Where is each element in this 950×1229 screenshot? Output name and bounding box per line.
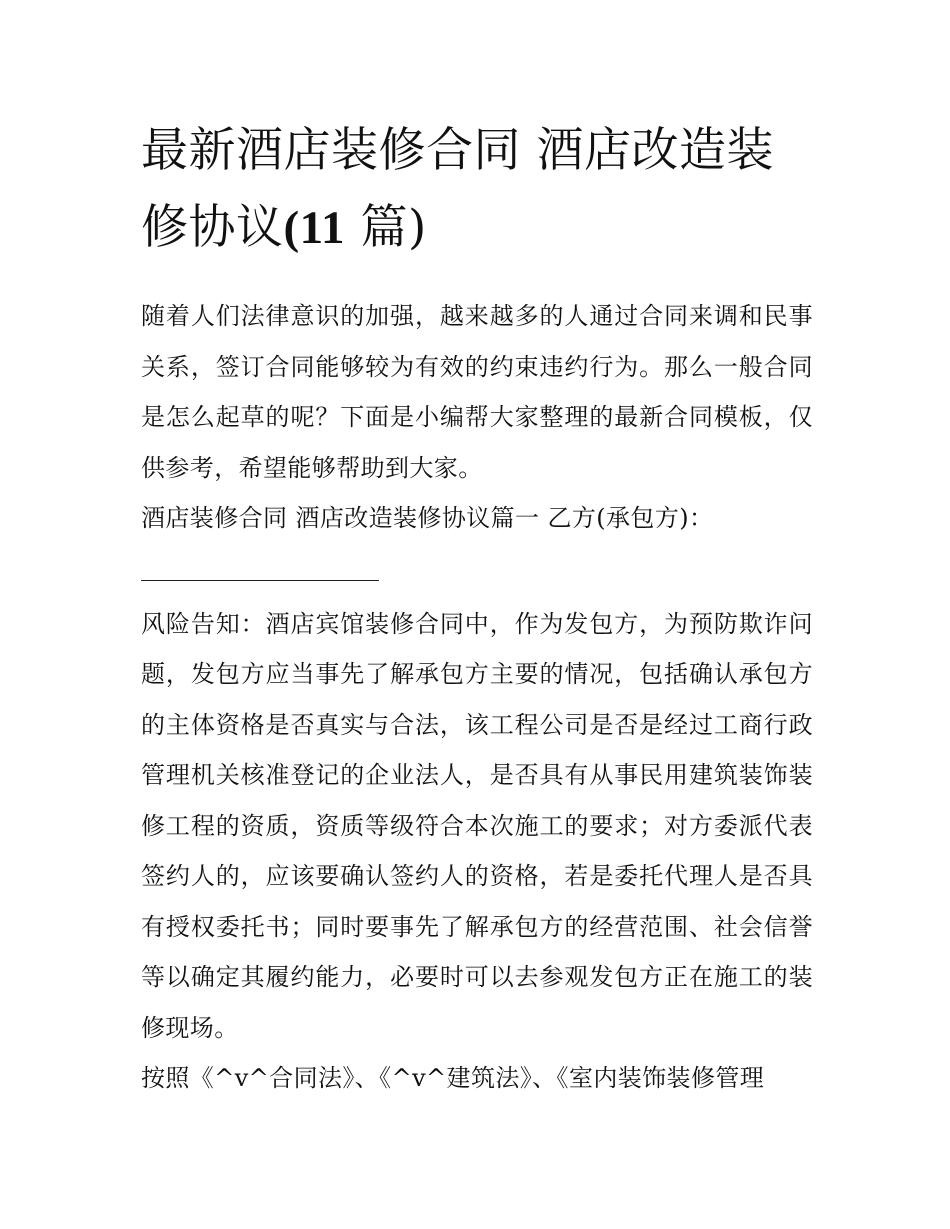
title-suffix: 篇) [345, 200, 427, 255]
document-page [141, 112, 813, 1104]
document-title [141, 112, 813, 267]
law-reference-line: 按照《^v^合同法》、《^v^建筑法》、《室内装饰装修管理 [141, 1064, 765, 1092]
intro-paragraph: 随着人们法律意识的加强，越来越多的人通过合同来调和民事关系，签订合同能够较为有效的约束违约行为。那么一般合同是怎么起草的呢？下面是小编帮大家整理的最新合同模板，仅供参考，希望能够帮助到大家。 [141, 302, 813, 482]
fill-in-blank-line [141, 544, 379, 581]
title-text: 最新酒店装修合同 酒店改造装修协议 [141, 123, 774, 255]
risk-notice-paragraph: 风险告知：酒店宾馆装修合同中，作为发包方，为预防欺诈问题，发包方应当事先了解承包方主要的情况，包括确认承包方的主体资格是否真实与合法，该工程公司是否是经过工商行政管理机关核准登记的企业法人，是否具有从事民用建筑装饰装修工程的资质，资质等级符合本次施工的要求；对方委派代表签约人的，应该要确认签约人的资格，若是委托代理人是否具有授权委托书；同时要事先了解承包方的经营范围、社会信誉等以确定其履约能力，必要时可以去参观发包方正在施工的装修现场。 [141, 609, 813, 1042]
section-heading: 酒店装修合同 酒店改造装修协议篇一 乙方(承包方)： [141, 504, 714, 532]
title-count: (11 [283, 202, 346, 254]
